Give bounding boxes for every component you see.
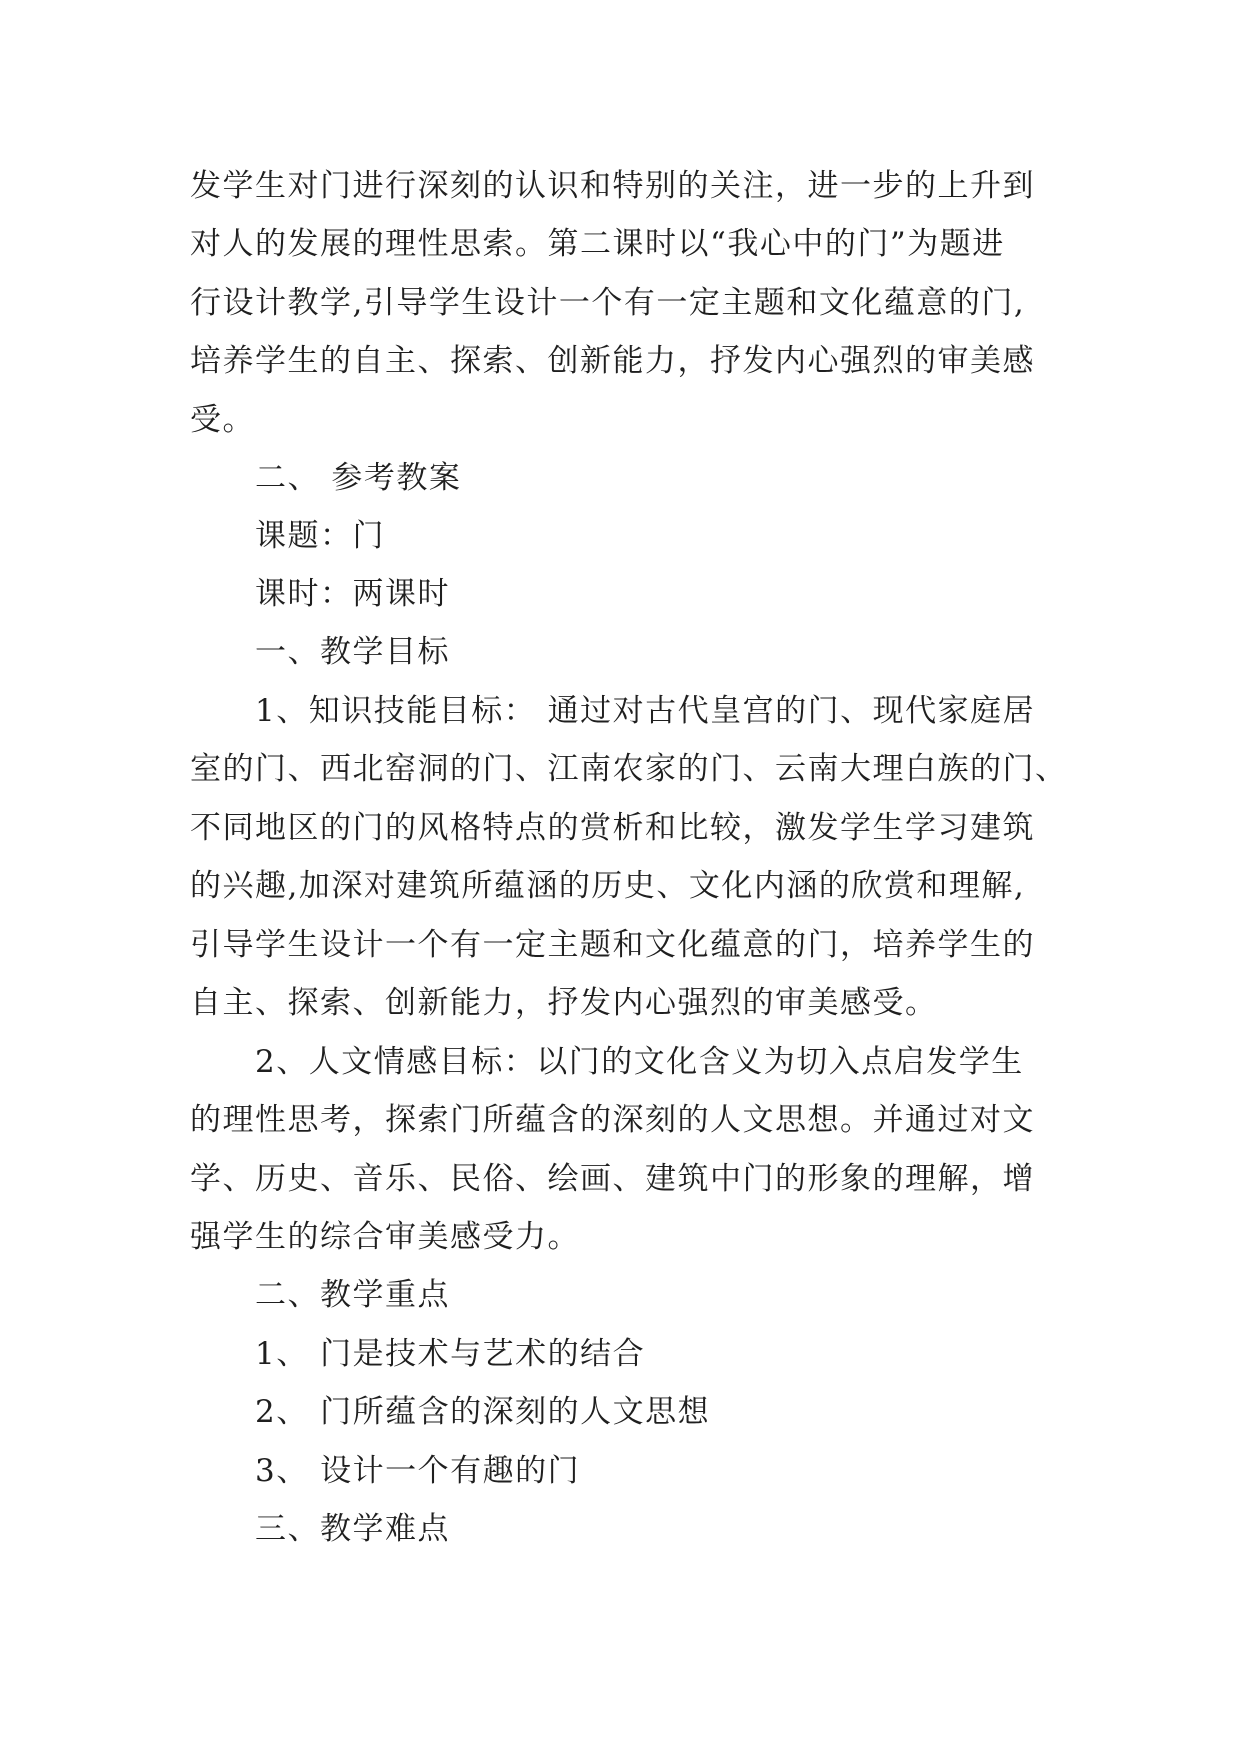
paragraph-line: 强学生的综合审美感受力。 (190, 1219, 580, 1255)
paragraph-line: 自主、探索、创新能力，抒发内心强烈的审美感受。 (190, 985, 938, 1021)
lesson-topic: 课题：门 (255, 518, 385, 554)
section-heading: 三、教学难点 (255, 1511, 450, 1547)
paragraph-line: 学、历史、音乐、民俗、绘画、建筑中门的形象的理解，增 (190, 1161, 1035, 1197)
list-item: 2、 门所蕴含的深刻的人文思想 (255, 1394, 711, 1430)
paragraph-line: 不同地区的门的风格特点的赏析和比较，激发学生学习建筑 (190, 810, 1035, 846)
section-heading: 二、教学重点 (255, 1277, 450, 1313)
paragraph-line: 对人的发展的理性思索。第二课时以“我心中的门”为题进 (190, 226, 1005, 262)
paragraph-line: 室的门、西北窑洞的门、江南农家的门、云南大理白族的门、 (190, 751, 1068, 787)
paragraph-line: 1、知识技能目标： 通过对古代皇宫的门、现代家庭居 (255, 693, 1036, 729)
paragraph-line: 行设计教学,引导学生设计一个有一定主题和文化蕴意的门, (190, 285, 1026, 321)
paragraph-line: 发学生对门进行深刻的认识和特别的关注，进一步的上升到 (190, 168, 1035, 204)
paragraph-line: 2、人文情感目标：以门的文化含义为切入点启发学生 (255, 1044, 1024, 1080)
list-item: 3、 设计一个有趣的门 (255, 1453, 581, 1489)
paragraph-line: 的理性思考，探索门所蕴含的深刻的人文思想。并通过对文 (190, 1102, 1035, 1138)
paragraph-line: 受。 (190, 402, 255, 438)
paragraph-line: 培养学生的自主、探索、创新能力，抒发内心强烈的审美感 (190, 343, 1035, 379)
paragraph-line: 的兴趣,加深对建筑所蕴涵的历史、文化内涵的欣赏和理解, (190, 868, 1026, 904)
list-item: 1、 门是技术与艺术的结合 (255, 1336, 646, 1372)
section-heading: 一、教学目标 (255, 634, 450, 670)
paragraph-line: 引导学生设计一个有一定主题和文化蕴意的门，培养学生的 (190, 927, 1035, 963)
section-heading: 二、 参考教案 (255, 460, 462, 496)
lesson-duration: 课时：两课时 (255, 576, 450, 612)
